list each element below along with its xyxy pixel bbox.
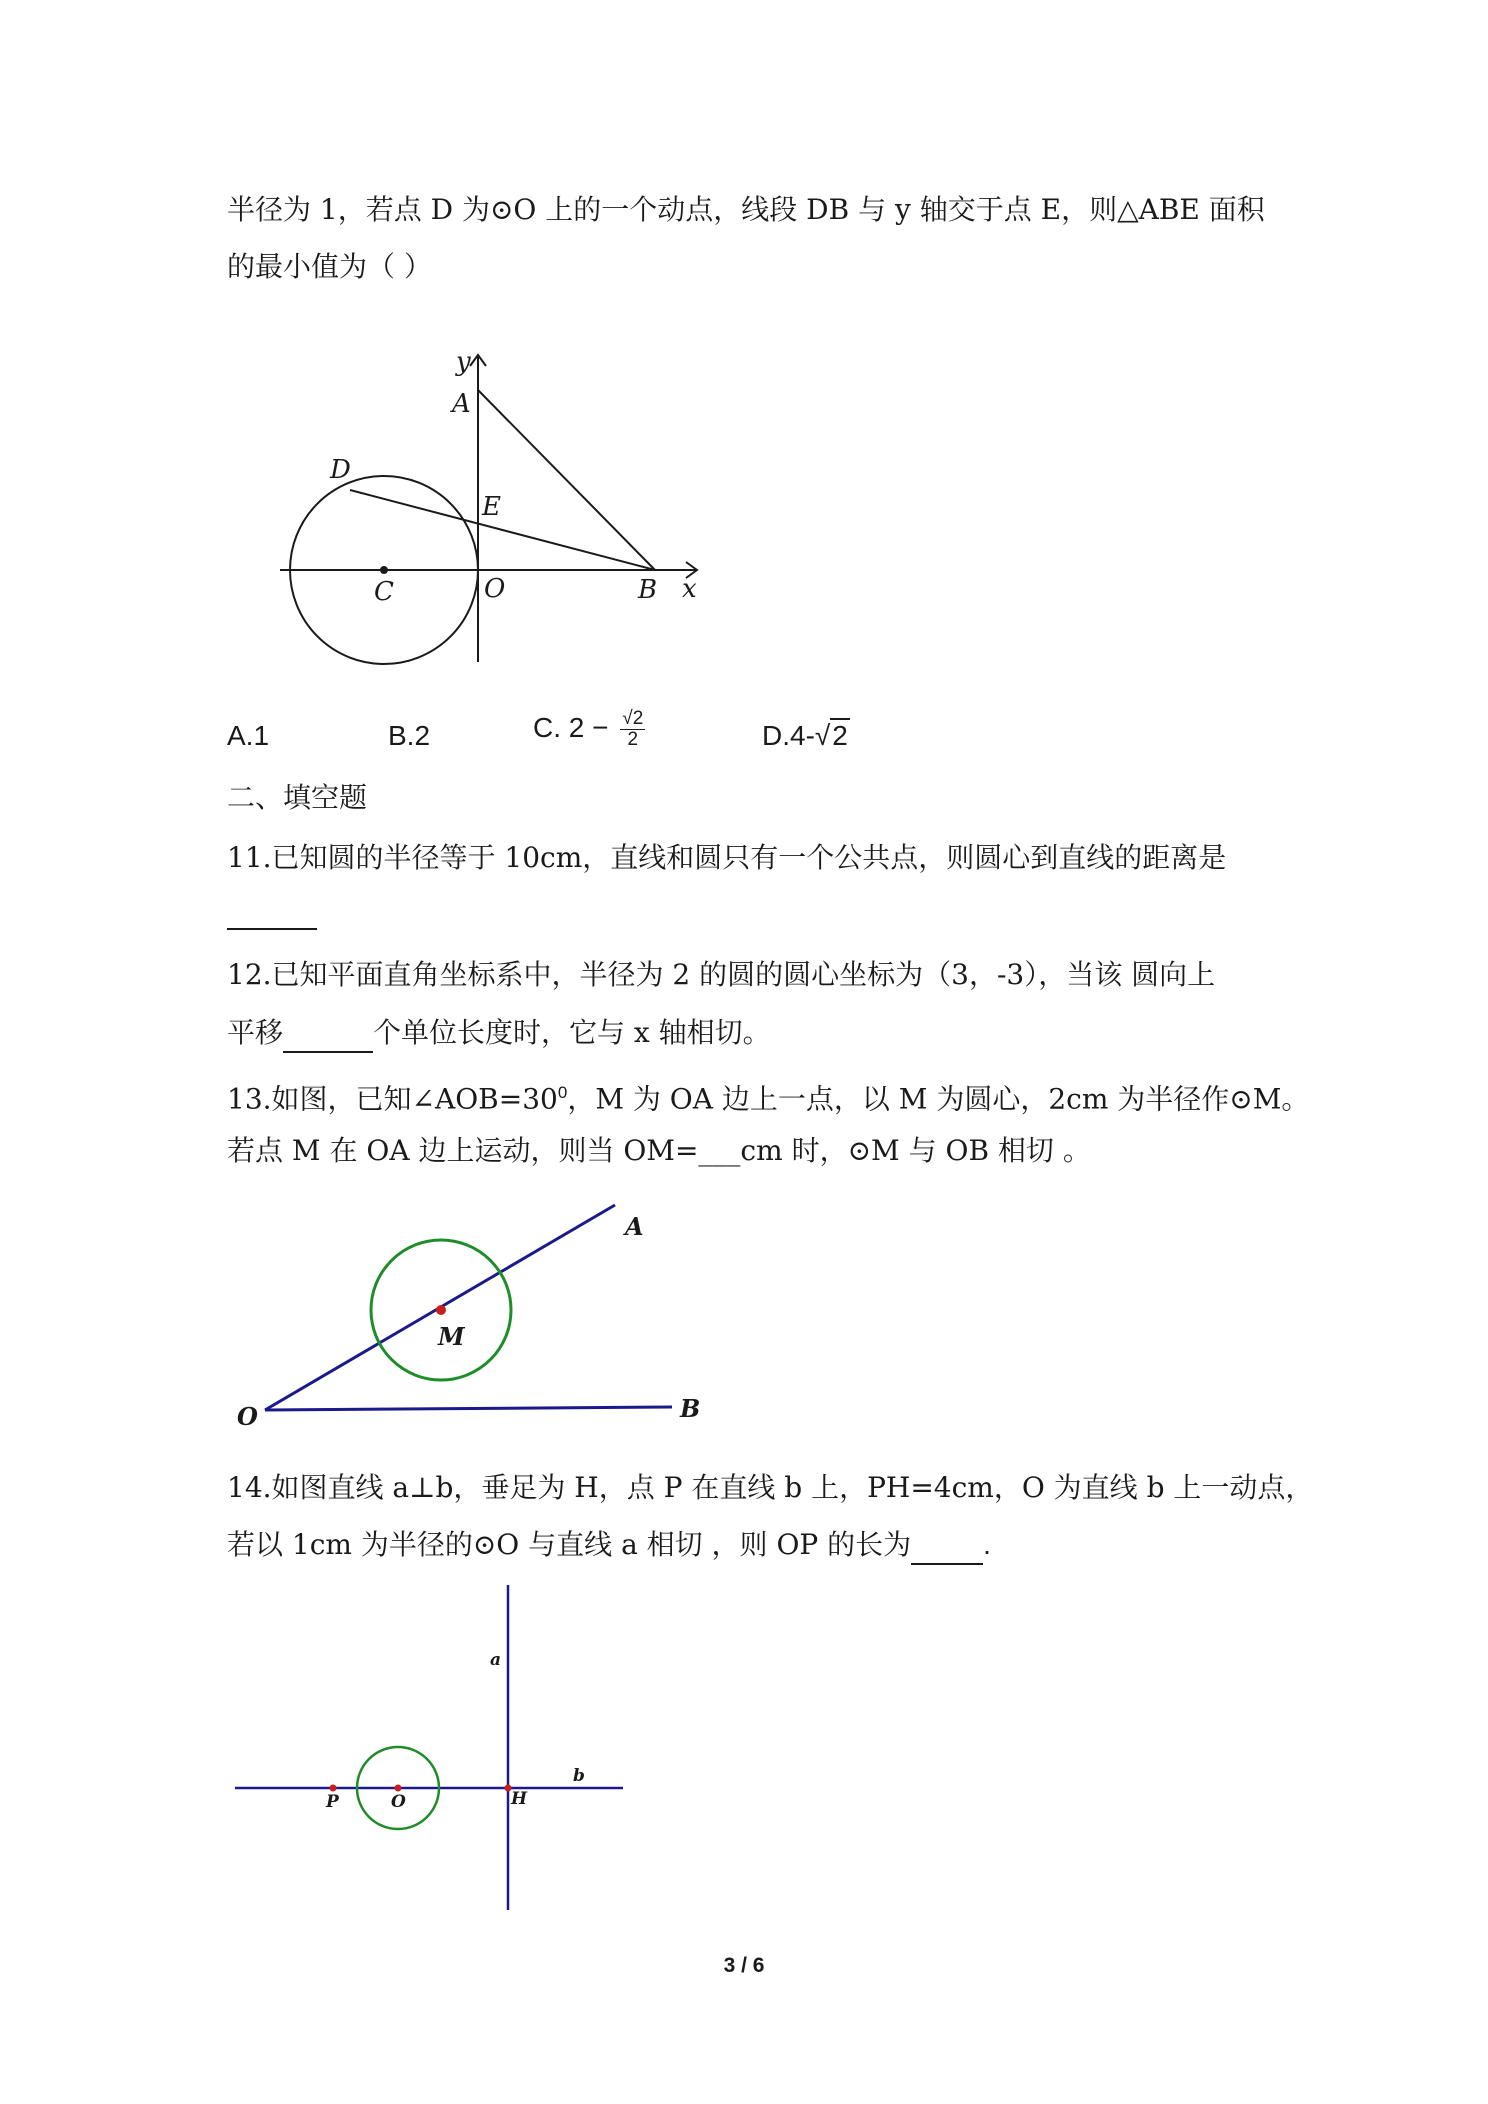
center-point-m [436,1305,446,1315]
q11-text-line-1: 11.已知圆的半径等于 10cm，直线和圆只有一个公共点，则圆心到直线的距离是 [227,841,1227,874]
label-b: b [573,1766,585,1786]
q14-answer-blank [911,1533,983,1565]
q13-figure [220,1185,720,1435]
q12-text-line-1: 12.已知平面直角坐标系中，半径为 2 的圆的圆心坐标为（3，-3），当该 圆向上 [227,958,1216,991]
q12-text-line-2: 平移 个单位长度时，它与 x 轴相切。 [227,1013,771,1053]
label-o: O [391,1792,406,1812]
q14-text-line-1: 14.如图直线 a⊥b，垂足为 H，点 P 在直线 b 上，PH=4cm，O 为直线 b 上一动点， [227,1471,1314,1504]
label-p: P [326,1792,339,1812]
point-p [330,1785,337,1792]
segment-db [350,490,655,570]
option-c-fraction [620,709,645,750]
label-b: B [680,1394,701,1423]
ray-ob [265,1407,672,1410]
option-d-radicand: 2 [832,720,848,751]
segment-ab [478,390,655,570]
label-e: E [482,492,501,522]
label-h: H [511,1789,528,1809]
q13-text-line-1: 13.如图，已知$\angle AOB=30^0$，M 为 OA 边上一点，以 M 为圆心，2cm 为半径作⊙M。 [227,1082,1310,1116]
label-x: x [682,574,697,604]
option-d [762,716,850,756]
section-title: 二、填空题 [227,781,368,814]
label-c: C [374,577,394,607]
label-m: M [438,1322,465,1351]
center-point-c [380,566,388,574]
option-d-prefix: D.4- [762,720,815,751]
q11-answer-blank [227,898,317,930]
q12-answer-blank [283,1021,373,1053]
label-a: a [490,1650,502,1670]
q10-figure [270,340,720,680]
q13-text-line-2: 若点 M 在 OA 边上运动，则当 OM=___cm 时，⊙M 与 OB 相切 。 [227,1134,1091,1167]
option-a: A.1 [227,720,270,751]
label-y: y [456,347,471,377]
option-c-prefix: C. 2 − [533,712,609,743]
label-o: O [484,574,506,604]
label-a: A [452,389,471,419]
sqrt-icon: √ [814,720,831,751]
q14-figure [225,1575,635,1920]
label-o: O [237,1402,258,1431]
label-a: A [625,1212,644,1241]
page-number: 3 / 6 [723,1954,765,1977]
option-c-denominator: 2 [627,729,639,751]
degree-superscript: 0 [557,1083,568,1102]
label-b: B [638,575,658,605]
q10-text-line-1: 半径为 1，若点 D 为⊙O 上的一个动点，线段 DB 与 y 轴交于点 E，则△ABE 面积 [227,193,1265,226]
option-c [533,708,645,750]
point-o [395,1785,402,1792]
q11-answer-blank-row [227,890,317,930]
option-c-numerator: √2 [622,708,644,730]
option-b: B.2 [388,720,431,751]
q10-text-line-2: 的最小值为（ ） [227,250,432,283]
q14-text-line-2: 若以 1cm 为半径的⊙O 与直线 a 相切 ，则 OP 的长为 . [227,1525,991,1565]
label-d: D [330,455,351,485]
